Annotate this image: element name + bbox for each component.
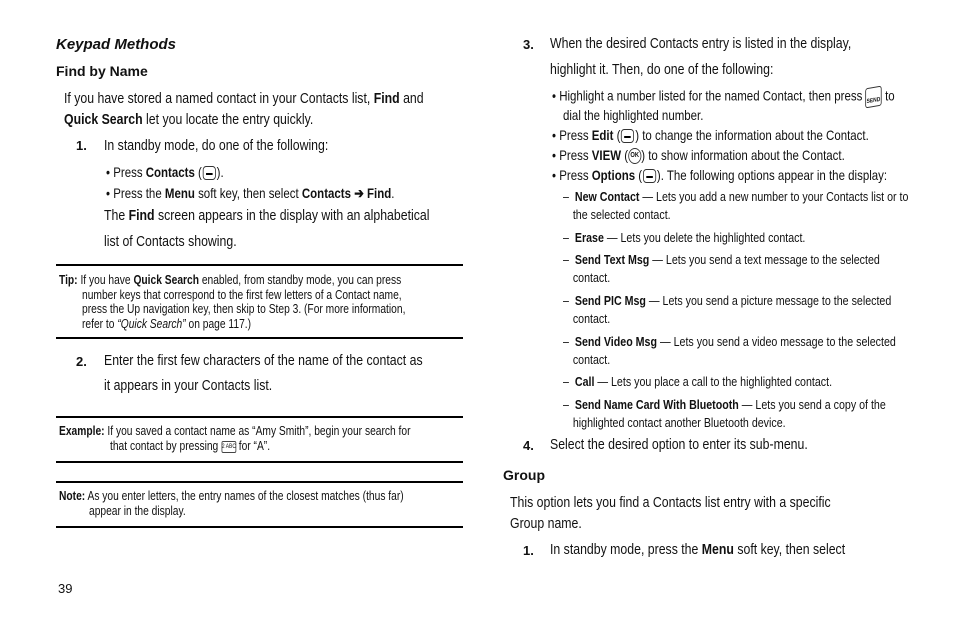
group-line-2: Group name. bbox=[510, 515, 582, 532]
bullet-press-contacts: • Press Contacts ( ). bbox=[106, 164, 224, 180]
soft-key-icon bbox=[621, 129, 634, 143]
list-item: – Send Text Msg — Lets you send a text message to the selected contact. bbox=[563, 252, 880, 285]
page-number: 39 bbox=[58, 581, 73, 596]
find-screen-line-1: The Find screen appears in the display with an alphabetical bbox=[104, 207, 430, 224]
bullet-highlight-send: • Highlight a number listed for the named Contact, then press SEND to bbox=[552, 87, 954, 107]
find-screen-line-2: list of Contacts showing. bbox=[104, 233, 237, 250]
step-number: 3. bbox=[523, 37, 534, 52]
key-2-abc-icon: 2 ABC bbox=[221, 441, 236, 453]
step2-line-2: it appears in your Contacts list. bbox=[104, 377, 273, 394]
example-bottom-rule bbox=[56, 461, 463, 463]
step-number: 1. bbox=[76, 138, 87, 153]
arrow-icon: ➔ bbox=[351, 185, 368, 201]
intro-line-1: If you have stored a named contact in your Contacts list, Find and bbox=[64, 90, 424, 107]
step4-text: Select the desired option to enter its sub-menu. bbox=[550, 436, 808, 453]
list-item: – New Contact — Lets you add a new number to your Contacts list or to the selected contact. bbox=[563, 189, 909, 222]
bullet-press-options: • Press Options ( ). The following options appear in the display: bbox=[552, 167, 888, 183]
list-item: – Call — Lets you place a call to the highlighted contact. bbox=[563, 374, 833, 389]
note-bottom-rule bbox=[56, 526, 463, 528]
soft-key-icon bbox=[643, 169, 656, 183]
bullet-menu-contacts-find: • Press the Menu soft key, then select Contacts ➔ Find. bbox=[106, 185, 395, 201]
list-item: – Send Video Msg — Lets you send a video message to the selected contact. bbox=[563, 334, 896, 367]
note-label: Note: bbox=[59, 489, 86, 503]
tip-label: Tip: bbox=[59, 273, 78, 287]
step-number: 2. bbox=[76, 354, 87, 369]
ok-key-icon: OK bbox=[628, 148, 641, 164]
list-item: – Send PIC Msg — Lets you send a picture message to the selected contact. bbox=[563, 293, 892, 326]
note-box: Note: As you enter letters, the entry names of the closest matches (thus far) appear in the display. bbox=[59, 489, 404, 518]
example-label: Example: bbox=[59, 424, 105, 438]
step-number: 1. bbox=[523, 543, 534, 558]
group-step1-text: In standby mode, press the Menu soft key, then select bbox=[550, 541, 846, 558]
options-list bbox=[563, 188, 954, 436]
step-number: 4. bbox=[523, 438, 534, 453]
soft-key-icon bbox=[203, 166, 216, 180]
step3-line-2: highlight it. Then, do one of the following: bbox=[550, 61, 774, 78]
bullet-press-view: • Press VIEW ( OK ) to show information about the Contact. bbox=[552, 147, 845, 163]
step-text: In standby mode, do one of the following: bbox=[104, 137, 329, 154]
example-top-rule bbox=[56, 416, 463, 418]
section-heading: Keypad Methods bbox=[56, 36, 177, 53]
bullet-highlight-send-cont: dial the highlighted number. bbox=[563, 107, 704, 123]
intro-line-2: Quick Search let you locate the entry quickly. bbox=[64, 111, 314, 128]
list-item: – Send Name Card With Bluetooth — Lets you send a copy of the highlighted contact another Bluetooth device. bbox=[563, 397, 886, 430]
step2-line-1: Enter the first few characters of the name of the contact as bbox=[104, 352, 423, 369]
example-box: Example: If you saved a contact name as “Amy Smith”, begin your search for that contact by pressing 2 ABC for “A”. bbox=[59, 424, 411, 453]
subsection-heading: Find by Name bbox=[56, 63, 148, 79]
group-heading: Group bbox=[503, 467, 545, 483]
tip-box: Tip: If you have Quick Search enabled, from standby mode, you can press number keys that correspond to the first few letters of a Contact name, press the Up navigation key, then skip to Step 3. (For more information, refer to “Quick Search” on page 117.) bbox=[59, 273, 406, 331]
note-top-rule bbox=[56, 481, 463, 483]
list-item: – Erase — Lets you delete the highlighted contact. bbox=[563, 230, 806, 245]
tip-bottom-rule bbox=[56, 337, 463, 339]
send-key-icon: SEND bbox=[866, 86, 882, 109]
tip-top-rule bbox=[56, 264, 463, 266]
bullet-press-edit: • Press Edit ( ) to change the information about the Contact. bbox=[552, 127, 869, 143]
step3-line-1: When the desired Contacts entry is listed in the display, bbox=[550, 35, 852, 52]
group-line-1: This option lets you find a Contacts list entry with a specific bbox=[510, 494, 831, 511]
